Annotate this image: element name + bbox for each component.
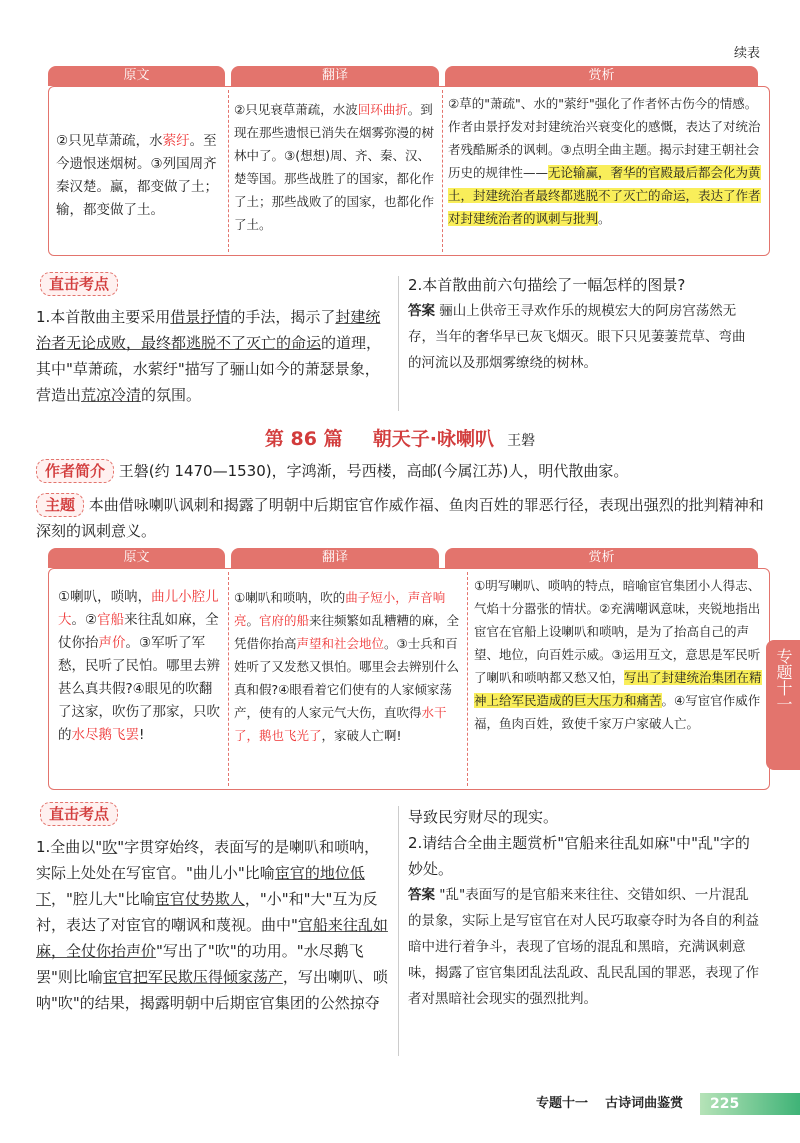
t1-translation: ②只见衰草萧疏，水波回环曲折。到现在那些遗恨已消失在烟雾弥漫的树林中了。③(想想)周、齐、秦、汉、楚等国。那些战胜了的国家，都化作了土；那些战败了的国家，也都化作了土。 [234, 102, 435, 232]
table2-header [48, 548, 758, 568]
side-tab: 专题十一 [766, 640, 800, 770]
table1-header [48, 66, 758, 86]
section-author: 王磐 [507, 433, 536, 449]
header-original-2: 原文 [48, 548, 225, 568]
question4-right: 导致民穷财尽的现实。 2.请结合全曲主题赏析"官船来往乱如麻"中"乱"字的妙处。 答案 "乱"表面写的是官船来来往往、交错如织、一片混乱的景象，实际上是写宦官在对人民巧取豪夺时为各自的利益暗中进行着争斗，表现了官场的混乱和黑暗，充满讽刺意味，揭露了宦官集团乱法乱政、乱民乱国的罪恶，表现了作者对黑暗社会现实的强烈批判。 [408, 808, 759, 1007]
header-translation-2: 翻译 [231, 548, 439, 568]
t2-appreciation: ①明写喇叭、唢呐的特点，暗喻宦官集团小人得志、气焰十分嚣张的情状。②充满嘲讽意味，夹锐地指出宦官在官船上设喇叭和唢呐，是为了抬高自己的声望、地位，向百姓示威。③运用互文，意思是军民听了喇叭和唢呐都又愁又怕，写出了封建统治集团在精神上给军民造成的巨大压力和痛苦。④写宦官作威作福，鱼肉百姓，致使千家万户家破人亡。 [474, 578, 762, 731]
footer [536, 1093, 683, 1115]
header-translation: 翻译 [231, 66, 439, 86]
question3-left: 1.全曲以"吹"字贯穿始终，表面写的是喇叭和唢呐，实际上处处在写宦官。"曲儿小"比喻宦官的地位低下，"腔儿大"比喻宦官仗势欺人，"小"和"大"互为反衬，表达了对宦官的嘲讽和蔑视。曲中"官船来往乱如麻，全仗你抬声价"写出了"吹"的功用。"水尽鹅飞罢"则比喻宦官把军民欺压得倾家荡产，写出喇叭、唢呐"吹"的结果，揭露明朝中后期宦官集团的公然掠夺 [36, 838, 388, 1012]
t2-original: ①喇叭，唢呐，曲儿小腔儿大。②官船来往乱如麻，全仗你抬声价。③军听了军愁，民听了民怕。哪里去辨甚么真共假?④眼见的吹翻了这家，吹伤了那家，只吹的水尽鹅飞罢! [58, 589, 220, 743]
t1-appreciation: ②草的"萧疏"、水的"萦纡"强化了作者怀古伤今的情感。作者由景抒发对封建统治兴衰变化的感慨，表达了对统治者残酷厮杀的讽刺。③点明全曲主题。揭示封建王朝社会历史的规律性——无论输赢，奢华的官殿最后都会化为黄土，封建统治者最终都逃脱不了灭亡的命运，表达了作者对封建统治者的讽刺与批判。 [448, 96, 761, 226]
section-title: 朝天子·咏喇叭 [372, 428, 494, 450]
continued-label: 续表 [733, 46, 760, 61]
kaodian-tag-1: 直击考点 [40, 272, 118, 296]
page-number: 225 [710, 1096, 740, 1112]
t1-original: ②只见草萧疏，水萦纡。至今遗恨迷烟树。③列国周齐秦汉楚。赢，都变做了土；输，都变做了土。 [56, 133, 218, 218]
header-appreciation-2: 赏析 [445, 548, 758, 568]
theme: 主题 本曲借咏喇叭讽刺和揭露了明朝中后期宦官作威作福、鱼肉百姓的罪恶行径，表现出强烈的批判精神和深刻的讽刺意义。 [36, 492, 776, 544]
header-appreciation: 赏析 [445, 66, 758, 86]
footer-title: 古诗词曲鉴赏 [605, 1096, 684, 1111]
question2-right: 2.本首散曲前六句描绘了一幅怎样的图景? 答案 骊山上供帝王寻欢作乐的规模宏大的阿房宫荡然无存，当年的奢华早已灰飞烟灭。眼下只见萋萋荒草、弯曲的河流以及那烟雾缭绕的树林。 [408, 276, 746, 371]
t2-translation: ①喇叭和唢呐，吹的曲子短小，声音响亮。官府的船来往频繁如乱糟糟的麻，全凭借你抬高声望和社会地位。③士兵和百姓听了又发愁又惧怕。哪里会去辨别什么真和假?④眼看着它们使有的人家倾家荡产，使有的人家元气大伤，直吹得水干了，鹅也飞光了，家破人亡啊! [234, 590, 460, 743]
footer-chapter: 专题十一 [536, 1096, 589, 1111]
kaodian-tag-2: 直击考点 [40, 802, 118, 826]
question1-left: 1.本首散曲主要采用借景抒情的手法，揭示了封建统治者无论成败，最终都逃脱不了灭亡的命运的道理，其中"草萧疏，水萦纡"描写了骊山如今的萧瑟景象，营造出荒凉冷清的氛围。 [36, 308, 382, 404]
section-number: 第 86 篇 [264, 428, 343, 450]
header-original: 原文 [48, 66, 225, 86]
section-heading [0, 424, 800, 451]
author-intro: 作者简介 王磐(约 1470—1530)，字鸿渐，号西楼，高邮(今属江苏)人，明代散曲家。 [36, 458, 776, 484]
